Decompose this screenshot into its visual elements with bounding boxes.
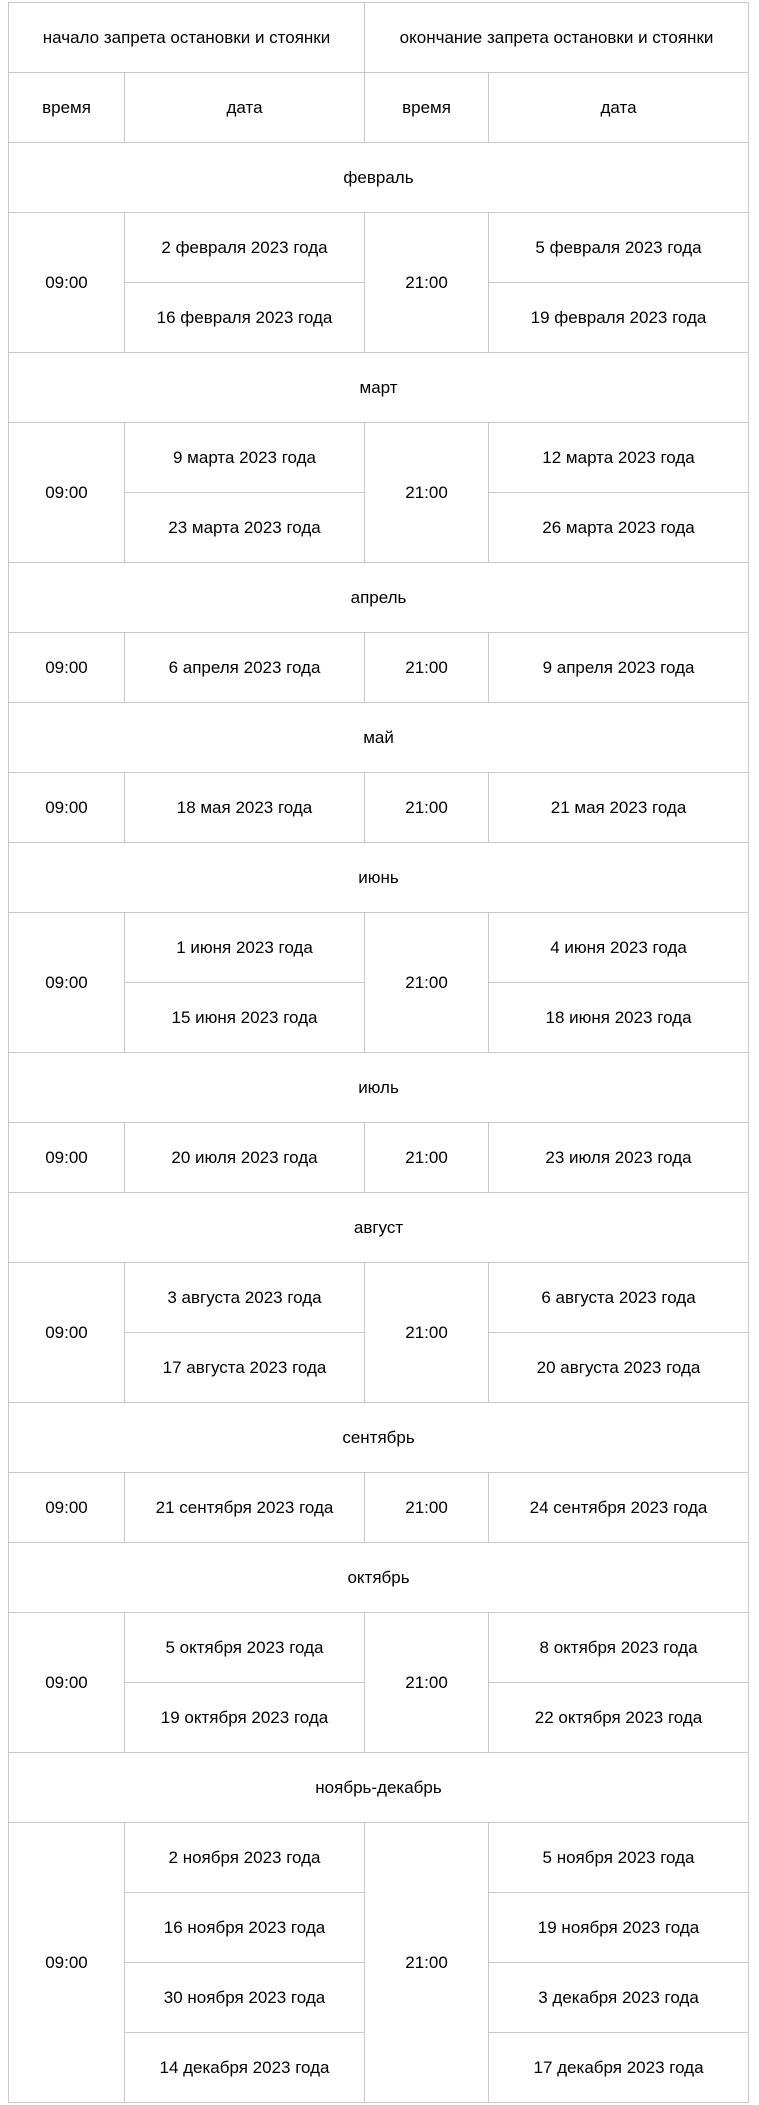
date-row — [9, 913, 749, 983]
schedule-body — [9, 3, 749, 2103]
month-title: октябрь — [9, 1543, 749, 1613]
start-date-cell: 30 ноября 2023 года — [125, 1963, 365, 2033]
subheader-row — [9, 73, 749, 143]
end-date-cell: 8 октября 2023 года — [489, 1613, 749, 1683]
start-time-cell: 09:00 — [9, 633, 125, 703]
start-time-column-header: время — [9, 73, 125, 143]
start-time-cell: 09:00 — [9, 213, 125, 353]
month-title: февраль — [9, 143, 749, 213]
start-time-cell: 09:00 — [9, 1473, 125, 1543]
start-time-cell: 09:00 — [9, 1823, 125, 2103]
start-date-cell: 16 ноября 2023 года — [125, 1893, 365, 1963]
start-time-cell: 09:00 — [9, 773, 125, 843]
month-row — [9, 843, 749, 913]
date-row — [9, 1823, 749, 1893]
end-date-cell: 20 августа 2023 года — [489, 1333, 749, 1403]
date-row — [9, 423, 749, 493]
month-title: август — [9, 1193, 749, 1263]
date-row — [9, 1473, 749, 1543]
start-date-cell: 21 сентября 2023 года — [125, 1473, 365, 1543]
month-title: июнь — [9, 843, 749, 913]
end-time-cell: 21:00 — [365, 913, 489, 1053]
start-time-cell: 09:00 — [9, 1613, 125, 1753]
start-date-column-header: дата — [125, 73, 365, 143]
end-date-cell: 6 августа 2023 года — [489, 1263, 749, 1333]
date-row — [9, 213, 749, 283]
start-time-cell: 09:00 — [9, 913, 125, 1053]
end-date-cell: 18 июня 2023 года — [489, 983, 749, 1053]
month-title: сентябрь — [9, 1403, 749, 1473]
end-date-cell: 4 июня 2023 года — [489, 913, 749, 983]
end-date-cell: 5 февраля 2023 года — [489, 213, 749, 283]
month-row — [9, 563, 749, 633]
end-date-cell: 23 июля 2023 года — [489, 1123, 749, 1193]
start-date-cell: 1 июня 2023 года — [125, 913, 365, 983]
month-title: май — [9, 703, 749, 773]
end-time-cell: 21:00 — [365, 1613, 489, 1753]
end-time-cell: 21:00 — [365, 1123, 489, 1193]
end-date-cell: 22 октября 2023 года — [489, 1683, 749, 1753]
date-row — [9, 1263, 749, 1333]
end-date-cell: 12 марта 2023 года — [489, 423, 749, 493]
month-title: ноябрь-декабрь — [9, 1753, 749, 1823]
end-time-cell: 21:00 — [365, 213, 489, 353]
date-row — [9, 1123, 749, 1193]
start-date-cell: 16 февраля 2023 года — [125, 283, 365, 353]
start-date-cell: 9 марта 2023 года — [125, 423, 365, 493]
start-date-cell: 20 июля 2023 года — [125, 1123, 365, 1193]
end-date-cell: 3 декабря 2023 года — [489, 1963, 749, 2033]
header-row — [9, 3, 749, 73]
date-row — [9, 1613, 749, 1683]
end-time-column-header: время — [365, 73, 489, 143]
start-date-cell: 2 февраля 2023 года — [125, 213, 365, 283]
start-ban-header: начало запрета остановки и стоянки — [9, 3, 365, 73]
month-row — [9, 1403, 749, 1473]
date-row — [9, 773, 749, 843]
month-title: июль — [9, 1053, 749, 1123]
end-time-cell: 21:00 — [365, 1823, 489, 2103]
end-time-cell: 21:00 — [365, 1473, 489, 1543]
end-date-cell: 5 ноября 2023 года — [489, 1823, 749, 1893]
start-date-cell: 2 ноября 2023 года — [125, 1823, 365, 1893]
start-time-cell: 09:00 — [9, 1123, 125, 1193]
end-date-cell: 19 ноября 2023 года — [489, 1893, 749, 1963]
end-date-cell: 17 декабря 2023 года — [489, 2033, 749, 2103]
month-row — [9, 1193, 749, 1263]
month-row — [9, 1543, 749, 1613]
end-time-cell: 21:00 — [365, 423, 489, 563]
end-date-cell: 19 февраля 2023 года — [489, 283, 749, 353]
month-title: апрель — [9, 563, 749, 633]
end-ban-header: окончание запрета остановки и стоянки — [365, 3, 749, 73]
month-row — [9, 703, 749, 773]
start-time-cell: 09:00 — [9, 1263, 125, 1403]
end-time-cell: 21:00 — [365, 633, 489, 703]
end-time-cell: 21:00 — [365, 773, 489, 843]
start-time-cell: 09:00 — [9, 423, 125, 563]
start-date-cell: 3 августа 2023 года — [125, 1263, 365, 1333]
month-row — [9, 143, 749, 213]
start-date-cell: 18 мая 2023 года — [125, 773, 365, 843]
end-date-cell: 9 апреля 2023 года — [489, 633, 749, 703]
month-row — [9, 1053, 749, 1123]
end-date-cell: 21 мая 2023 года — [489, 773, 749, 843]
month-title: март — [9, 353, 749, 423]
start-date-cell: 6 апреля 2023 года — [125, 633, 365, 703]
month-row — [9, 353, 749, 423]
start-date-cell: 5 октября 2023 года — [125, 1613, 365, 1683]
month-row — [9, 1753, 749, 1823]
end-date-column-header: дата — [489, 73, 749, 143]
end-time-cell: 21:00 — [365, 1263, 489, 1403]
end-date-cell: 24 сентября 2023 года — [489, 1473, 749, 1543]
date-row — [9, 633, 749, 703]
start-date-cell: 15 июня 2023 года — [125, 983, 365, 1053]
end-date-cell: 26 марта 2023 года — [489, 493, 749, 563]
start-date-cell: 19 октября 2023 года — [125, 1683, 365, 1753]
start-date-cell: 14 декабря 2023 года — [125, 2033, 365, 2103]
start-date-cell: 23 марта 2023 года — [125, 493, 365, 563]
parking-ban-schedule-table — [8, 2, 749, 2103]
start-date-cell: 17 августа 2023 года — [125, 1333, 365, 1403]
